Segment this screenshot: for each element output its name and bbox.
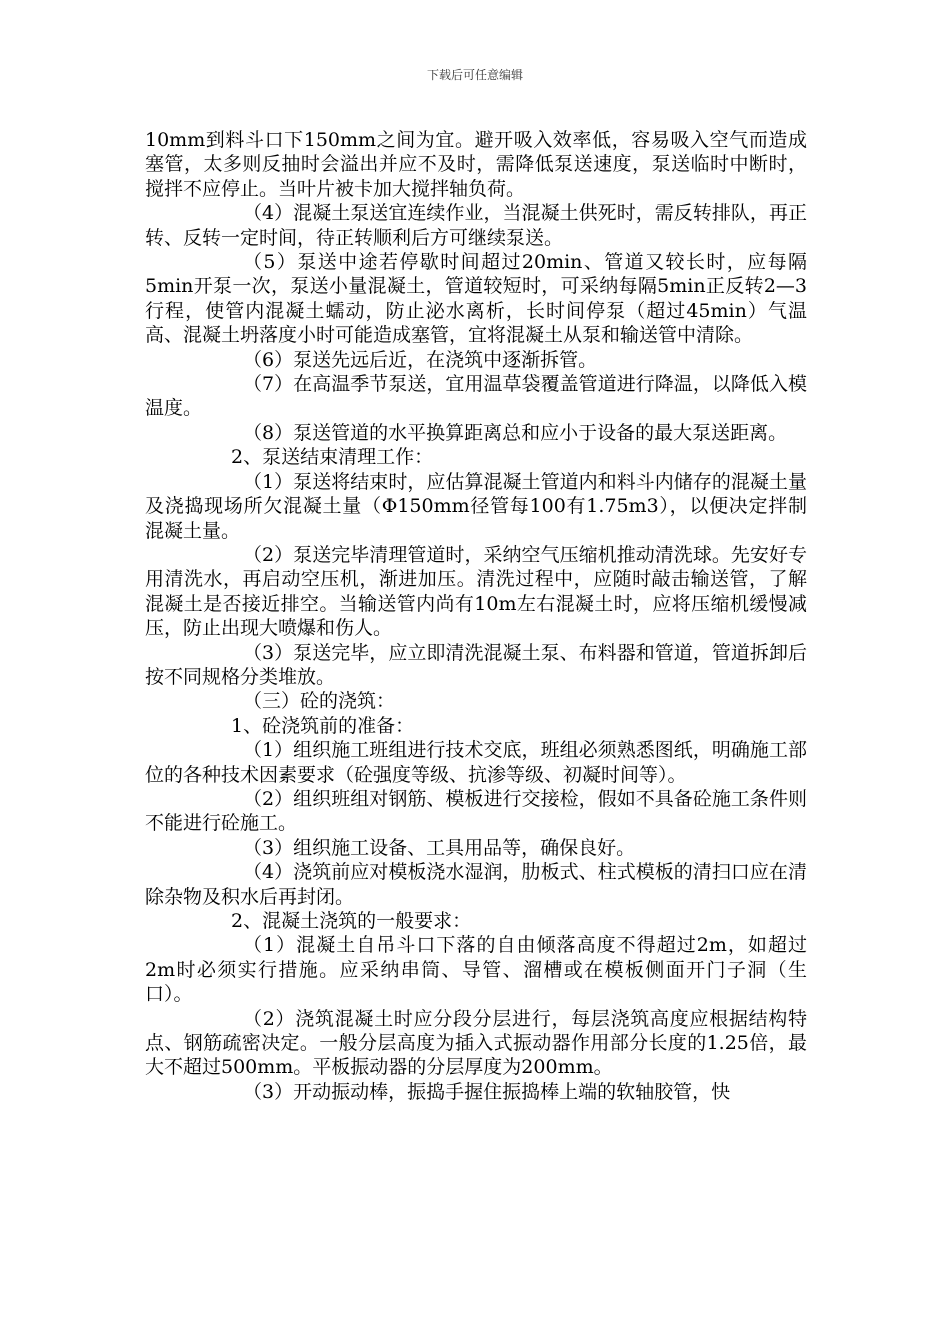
paragraph: （4）混凝土泵送宜连续作业，当混凝土供死时，需反转排队，再正转、反转一定时间，待正转顺利后方可继续泵送。 [145,202,807,249]
paragraph: （1）泵送将结束时，应估算混凝土管道内和料斗内储存的混凝土量及浇捣现场所欠混凝土量（Φ150mm径管每100有1.75m3），以便决定拌制混凝土量。 [145,470,807,542]
paragraph: （7）在高温季节泵送，宜用温草袋覆盖管道进行降温，以降低入模温度。 [145,373,807,420]
paragraph: （5）泵送中途若停歇时间超过20min、管道又较长时，应每隔5min开泵一次，泵送小量混凝土，管道较短时，可采纳每隔5min正反转2—3行程，使管内混凝土蠕动，防止泌水离析，长时间停泵（超过45min）气温高、混凝土坍落度小时可能造成塞管，宜将混凝土从泵和输送管中清除。 [145,251,807,347]
paragraph: （3）开动振动棒，振捣手握住振捣棒上端的软轴胶管，快 [243,1080,731,1103]
paragraph: （3）泵送完毕，应立即清洗混凝土泵、布料器和管道，管道拆卸后按不同规格分类堆放。 [145,641,807,688]
paragraph: （3）组织施工设备、工具用品等，确保良好。 [243,836,636,859]
paragraph: （2）组织班组对钢筋、模板进行交接检，假如不具备砼施工条件则不能进行砼施工。 [145,787,807,835]
paragraph: 2、泵送结束清理工作： [231,446,434,469]
paragraph: 1、砼浇筑前的准备： [231,714,415,737]
paragraph: （三）砼的浇筑： [243,690,396,713]
paragraph: （4）浇筑前应对模板浇水湿润，肋板式、柱式模板的清扫口应在清除杂物及积水后再封闭。 [145,861,807,908]
paragraph: 2、混凝土浇筑的一般要求： [231,910,472,932]
paragraph: （6）泵送先远后近，在浇筑中逐渐拆管。 [243,348,598,371]
paragraph: 10mm到料斗口下150mm之间为宜。避开吸入效率低，容易吸入空气而造成塞管，太多则反抽时会溢出并应不及时，需降低泵送速度，泵送临时中断时，搅拌不应停止。当叶片被卡加大搅拌轴负荷。 [145,129,807,200]
paragraph: （8）泵送管道的水平换算距离总和应小于设备的最大泵送距离。 [243,421,788,444]
paragraph: （2）浇筑混凝土时应分段分层进行，每层浇筑高度应根据结构特点、钢筋疏密决定。一般分层高度为插入式振动器作用部分长度的1.25倍，最大不超过500mm。平板振动器的分层厚度为200mm。 [145,1007,807,1079]
document-body [145,128,807,1104]
paragraph: （1）组织施工班组进行技术交底，班组必须熟悉图纸，明确施工部位的各种技术因素要求（砼强度等级、抗渗等级、初凝时间等）。 [145,739,807,786]
paragraph: （1）混凝土自吊斗口下落的自由倾落高度不得超过2m，如超过2m时必须实行措施。应采纳串筒、导管、溜槽或在模板侧面开门子洞（生口）。 [145,934,807,1006]
paragraph: （2）泵送完毕清理管道时，采纳空气压缩机推动清洗球。先安好专用清洗水，再启动空压机，渐进加压。清洗过程中，应随时敲击输送管，了解混凝土是否接近排空。当输送管内尚有10m左右混凝土时，应将压缩机缓慢减压，防止出现大喷爆和伤人。 [145,543,807,640]
page-header: 下载后可任意编辑 [426,68,523,82]
